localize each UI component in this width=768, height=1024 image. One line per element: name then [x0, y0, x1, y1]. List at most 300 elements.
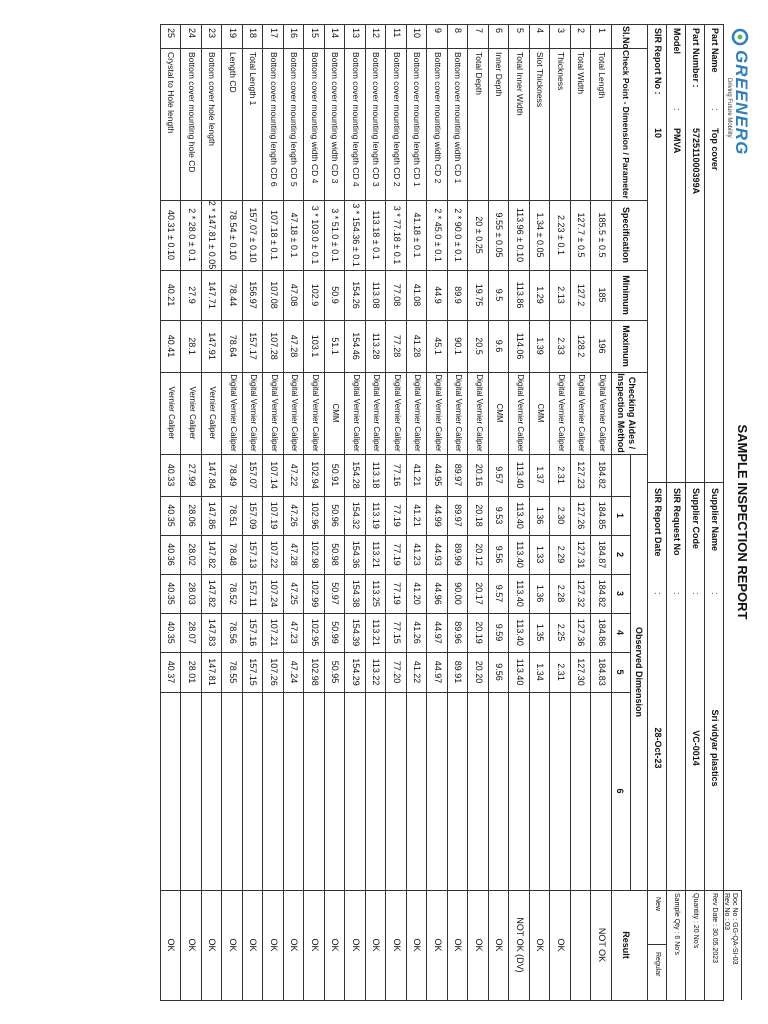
row-observed-1: 127.23	[576, 461, 587, 489]
row-observed-2: 1.36	[535, 506, 546, 525]
header-colon: :	[653, 592, 663, 595]
row-number: 7	[474, 28, 484, 34]
row-maximum: 20.5	[474, 337, 484, 355]
row-observed-4: 147.82	[207, 579, 218, 608]
row-observed-6: 157.15	[248, 658, 259, 686]
col-header-result: Result	[621, 931, 631, 959]
row-minimum: 19.75	[474, 283, 484, 307]
row-parameter: Bottom cover mounting length CD 4	[351, 52, 361, 187]
row-observed-1: 2.31	[556, 466, 566, 484]
row-number: 9	[433, 28, 443, 34]
new-label: New	[654, 897, 661, 912]
header-value-model: PMVA	[672, 128, 682, 154]
row-observed-4: 77.19	[392, 582, 402, 605]
row-observed-4: 50.97	[330, 582, 341, 605]
header-label-part_number: Part Number :	[691, 28, 701, 88]
col-header-specification: Specification	[621, 206, 631, 263]
row-specification: 20 ± 0.25	[474, 216, 484, 254]
regular-label: Regular	[654, 952, 661, 977]
row-minimum: 102.9	[310, 283, 320, 307]
row-specification: 113.96 ± 0.10	[515, 207, 525, 263]
row-observed-1: 47.22	[289, 463, 300, 487]
row-observed-5: 102.95	[310, 618, 320, 647]
row-observed-3: 107.22	[269, 540, 279, 569]
row-number: 25	[166, 28, 177, 39]
row-number: 15	[310, 28, 320, 39]
row-number: 1	[597, 28, 607, 34]
header-value-supplier-code: VC-0014	[691, 730, 701, 766]
row-parameter: Thickness	[556, 52, 566, 91]
row-number: 24	[187, 28, 197, 39]
header-divider	[648, 482, 724, 483]
row-method: Digital Vernier Caliper	[454, 374, 464, 452]
row-result: OK	[433, 938, 443, 952]
row-method: Digital Vernier Caliper	[393, 374, 402, 452]
row-observed-6: 20.20	[474, 660, 484, 684]
row-minimum: 78.44	[228, 283, 238, 307]
row-parameter: Total Length 1	[248, 52, 259, 106]
header-row-line	[647, 24, 648, 1000]
row-maximum: 28.1	[187, 337, 197, 355]
row-parameter: Total Width	[576, 52, 587, 95]
row-result: NOT OK (DV)	[515, 917, 525, 973]
row-observed-4: 41.20	[412, 582, 423, 605]
row-minimum: 89.9	[453, 286, 464, 304]
quantity-text: Quantity : 20 No's	[692, 893, 699, 949]
row-observed-1: 107.14	[269, 461, 279, 489]
row-maximum: 114.06	[515, 332, 525, 360]
row-minimum: 1.29	[535, 286, 546, 304]
col-header-maximum: Maximum	[621, 325, 631, 367]
row-observed-1: 40.33	[166, 463, 177, 487]
report-title: SAMPLE INSPECTION REPORT	[735, 424, 750, 620]
header-colon: :	[710, 108, 720, 111]
row-observed-5: 77.15	[392, 621, 402, 644]
col-header-method-2: Inspection Method	[616, 373, 626, 453]
row-minimum: 154.26	[351, 281, 361, 309]
row-observed-4: 184.82	[597, 579, 607, 608]
col-header-obs-5: 5	[615, 669, 625, 675]
row-observed-6: 28.01	[187, 660, 197, 684]
col-header-method-1: Checking Aides /	[627, 376, 637, 450]
row-observed-4: 113.40	[515, 580, 525, 607]
row-observed-1: 154.28	[351, 461, 361, 489]
row-maximum: 41.28	[412, 334, 423, 358]
row-number: 6	[494, 28, 505, 34]
row-maximum: 90.1	[453, 337, 464, 355]
row-parameter: Inner Depth	[494, 52, 505, 97]
row-method: Digital Vernier Caliper	[434, 374, 443, 452]
row-observed-6: 41.22	[412, 660, 423, 684]
row-observed-3: 40.36	[166, 543, 177, 566]
row-number: 11	[392, 28, 402, 38]
row-parameter: Bottom cover mounting width CD 4	[310, 52, 320, 184]
row-observed-3: 154.36	[351, 540, 361, 569]
new-regular-divider	[648, 944, 667, 945]
row-observed-1: 102.94	[310, 461, 320, 489]
row-observed-2: 77.19	[392, 504, 402, 527]
row-method: Digital Vernier Caliper	[229, 374, 238, 452]
row-number: 14	[330, 28, 341, 39]
row-observed-5: 89.96	[453, 621, 464, 644]
row-observed-5: 184.86	[597, 618, 607, 647]
doc-no-text: Doc No : GG-QA-SI-03	[731, 893, 738, 965]
row-observed-5: 44.97	[433, 621, 443, 644]
row-observed-4: 1.36	[535, 584, 546, 603]
row-result: OK	[453, 938, 464, 952]
row-minimum: 40.21	[166, 283, 177, 307]
row-specification: 40.31 ± 0.10	[166, 210, 177, 260]
row-observed-3: 41.23	[412, 543, 423, 566]
row-parameter: Bottom cover mounting length CD 1	[412, 52, 423, 187]
logo-text: GREENERG	[732, 50, 751, 156]
row-result: OK	[371, 938, 382, 952]
row-maximum: 77.28	[392, 334, 402, 358]
row-observed-4: 47.25	[289, 582, 300, 605]
row-method: Digital Vernier Caliper	[413, 374, 423, 452]
row-specification: 3 * 154.36 ± 0.1	[351, 203, 361, 267]
row-observed-5: 9.59	[494, 623, 505, 642]
row-result: NOT OK	[597, 927, 607, 963]
header-value-sir-report: 10	[653, 128, 663, 139]
row-specification: 3 * 103.0 ± 0.1	[310, 205, 320, 265]
row-result: OK	[351, 938, 361, 952]
row-number: 23	[207, 28, 218, 39]
row-observed-4: 90.00	[453, 582, 464, 605]
row-method: Digital Vernier Caliper	[372, 374, 382, 452]
row-minimum: 50.9	[330, 286, 341, 304]
row-observed-2: 9.53	[494, 506, 505, 525]
row-observed-3: 9.56	[494, 545, 505, 564]
row-observed-2: 50.96	[330, 504, 341, 527]
row-observed-1: 20.16	[474, 463, 484, 487]
row-observed-3: 147.82	[207, 540, 218, 569]
row-specification: 185.5 ± 0.5	[597, 212, 607, 258]
row-parameter: Bottom cover mounting length CD 6	[269, 52, 279, 187]
row-observed-6: 1.34	[535, 663, 546, 681]
row-observed-6: 113.22	[371, 658, 382, 686]
row-parameter: Bottom cover mounting width CD 2	[433, 52, 443, 184]
row-number: 4	[535, 28, 546, 34]
col-header-obs-4: 4	[615, 629, 625, 635]
row-number: 8	[453, 28, 464, 34]
row-observed-1: 157.07	[248, 461, 259, 489]
row-observed-5: 50.99	[330, 621, 341, 644]
row-observed-2: 157.09	[248, 501, 259, 530]
row-specification: 78.54 ± 0.10	[228, 210, 238, 260]
header-label-sir-report-date: SIR Report Date	[653, 488, 663, 557]
row-observed-1: 147.84	[207, 461, 218, 489]
row-maximum: 107.28	[269, 332, 279, 360]
row-observed-6: 147.81	[207, 658, 218, 686]
row-observed-4: 28.03	[187, 582, 197, 605]
row-observed-4: 44.96	[433, 582, 443, 605]
row-parameter: Slot Thickness	[535, 52, 546, 108]
col-header-slno: Sl.No	[621, 26, 631, 50]
row-method: Digital Vernier Caliper	[557, 374, 566, 452]
row-method: CMM	[536, 403, 546, 423]
row-maximum: 40.41	[166, 334, 177, 358]
header-label-part_name: Part Name	[710, 28, 720, 73]
row-result: OK	[207, 938, 218, 952]
header-label-sir-request: SIR Request No	[672, 488, 682, 556]
row-observed-3: 50.98	[330, 543, 341, 566]
row-method: Vernier Caliper	[208, 386, 218, 440]
col-header-obs-1: 1	[615, 512, 625, 518]
row-observed-1: 1.37	[535, 466, 546, 484]
row-observed-4: 157.11	[248, 580, 259, 607]
rev-no-text: Rev No : 03	[723, 893, 730, 930]
row-minimum: 27.9	[187, 286, 197, 304]
row-observed-4: 127.32	[576, 579, 587, 608]
row-method: Vernier Caliper	[188, 386, 197, 440]
row-observed-1: 27.99	[187, 463, 197, 487]
row-observed-4: 154.38	[351, 579, 361, 608]
row-observed-4: 40.35	[166, 582, 177, 605]
row-observed-6: 9.56	[494, 663, 505, 681]
row-number: 10	[412, 28, 423, 39]
row-method: CMM	[331, 403, 341, 423]
row-observed-6: 127.30	[576, 658, 587, 686]
obs-sub-line	[630, 454, 631, 890]
row-maximum: 47.28	[289, 334, 300, 358]
row-maximum: 1.39	[535, 337, 546, 355]
row-observed-5: 147.83	[207, 618, 218, 647]
row-method: Digital Vernier Caliper	[290, 374, 300, 452]
row-maximum: 196	[597, 338, 607, 354]
row-observed-3: 44.93	[433, 543, 443, 566]
col-header-obs-6: 6	[615, 788, 625, 794]
header-value-sir-report-date: 28-Oct-23	[653, 727, 663, 769]
row-observed-6: 78.55	[228, 660, 238, 684]
row-method: Digital Vernier Caliper	[352, 374, 361, 452]
row-observed-2: 184.85	[597, 501, 607, 530]
row-parameter: Total Inner Width	[515, 52, 525, 116]
row-observed-2: 113.19	[371, 502, 382, 529]
row-parameter: Bottom cover mounting length CD 2	[392, 52, 402, 187]
row-observed-5: 41.26	[412, 621, 423, 644]
row-observed-6: 154.29	[351, 658, 361, 686]
row-result: OK	[228, 938, 238, 952]
row-observed-6: 77.20	[392, 660, 402, 684]
header-row-line	[666, 24, 667, 1000]
row-minimum: 77.08	[392, 283, 402, 307]
header-row-line	[685, 24, 686, 1000]
row-maximum: 147.91	[207, 332, 218, 360]
row-specification: 113.18 ± 0.1	[371, 210, 382, 260]
row-observed-6: 89.91	[453, 660, 464, 684]
row-result: OK	[474, 938, 484, 952]
row-observed-4: 113.25	[371, 580, 382, 607]
col-header-minimum: Minimum	[621, 275, 631, 315]
header-colon: :	[691, 592, 701, 595]
header-row-line	[723, 24, 724, 1000]
row-method: Digital Vernier Caliper	[475, 374, 484, 452]
logo-tagline: Driving Future Mobility	[726, 78, 732, 138]
row-maximum: 157.17	[248, 332, 259, 360]
row-specification: 2 * 28.0 ± 0.1	[187, 208, 197, 262]
row-result: OK	[556, 938, 566, 952]
row-number: 3	[556, 28, 566, 34]
row-observed-2: 102.96	[310, 501, 320, 530]
row-observed-5: 40.35	[166, 621, 177, 644]
row-number: 5	[515, 28, 525, 34]
row-parameter: Total Depth	[474, 52, 484, 95]
row-observed-2: 89.97	[453, 504, 464, 527]
row-specification: 47.18 ± 0.1	[289, 212, 300, 258]
header-value-part-name: Top cover	[710, 128, 720, 171]
sample-qty-text: Sample Qty : 6 No's	[673, 893, 680, 956]
row-method: Digital Vernier Caliper	[577, 374, 587, 452]
row-observed-2: 44.99	[433, 504, 443, 527]
row-specification: 9.55 ± 0.05	[494, 212, 505, 258]
row-observed-3: 1.33	[535, 545, 546, 564]
row-observed-4: 102.99	[310, 579, 320, 608]
row-observed-5: 154.39	[351, 618, 361, 647]
row-result: OK	[494, 938, 505, 952]
row-observed-2: 20.18	[474, 504, 484, 527]
row-observed-5: 20.19	[474, 621, 484, 644]
row-observed-5: 113.40	[515, 619, 525, 646]
row-observed-1: 50.91	[330, 463, 341, 487]
row-observed-3: 127.31	[576, 540, 587, 569]
row-minimum: 147.71	[207, 281, 218, 309]
row-method: Digital Vernier Caliper	[270, 374, 279, 452]
row-number: 19	[228, 28, 238, 39]
row-observed-6: 40.37	[166, 660, 177, 684]
row-method: Digital Vernier Caliper	[598, 374, 607, 452]
row-specification: 2.23 ± 0.1	[556, 215, 566, 255]
row-method: Digital Vernier Caliper	[516, 374, 525, 452]
row-specification: 2 * 147.81 ± 0.05	[207, 200, 218, 270]
row-specification: 2 * 90.0 ± 0.1	[453, 208, 464, 262]
row-observed-4: 2.28	[556, 584, 566, 603]
row-result: OK	[412, 938, 423, 952]
row-observed-1: 41.21	[412, 463, 423, 487]
row-observed-4: 9.57	[494, 584, 505, 603]
row-observed-1: 77.16	[392, 463, 402, 487]
row-observed-2: 154.32	[351, 501, 361, 530]
row-observed-6: 184.83	[597, 658, 607, 686]
company-logo	[724, 28, 754, 178]
row-observed-3: 2.29	[556, 545, 566, 564]
col-header-obs-3: 3	[615, 590, 625, 596]
row-minimum: 107.08	[269, 281, 279, 309]
row-parameter: Length CD	[228, 52, 238, 93]
col-header-parameter: Check Point - Dimension / Parameter	[621, 50, 631, 199]
header-value-supplier-name: Sri vidyar plastics	[710, 709, 720, 787]
header-label-sir_report: SIR Report No :	[653, 28, 663, 95]
row-observed-3: 47.28	[289, 543, 300, 566]
row-parameter: Total Length	[597, 52, 607, 99]
row-minimum: 113.86	[515, 281, 525, 309]
row-number: 16	[289, 28, 300, 39]
row-observed-3: 28.02	[187, 543, 197, 566]
header-value-part-number: 572511000399A	[691, 128, 701, 195]
row-maximum: 113.28	[371, 332, 382, 360]
row-observed-5: 47.23	[289, 621, 300, 644]
row-observed-6: 113.40	[515, 658, 525, 686]
row-observed-2: 40.35	[166, 504, 177, 527]
row-maximum: 128.2	[576, 334, 587, 358]
row-observed-2: 147.86	[207, 501, 218, 530]
row-observed-1: 78.49	[228, 463, 238, 487]
row-observed-3: 102.98	[310, 540, 320, 569]
header-colon: :	[672, 108, 682, 111]
row-parameter: Crystal to Hole length	[166, 52, 177, 134]
row-observed-1: 113.18	[371, 461, 382, 489]
row-observed-5: 127.36	[576, 618, 587, 647]
row-specification: 2 * 45.0 ± 0.1	[433, 208, 443, 262]
row-observed-6: 47.24	[289, 660, 300, 684]
row-observed-5: 78.56	[228, 621, 238, 644]
row-observed-3: 113.21	[371, 541, 382, 568]
row-method: Digital Vernier Caliper	[311, 374, 320, 452]
row-maximum: 154.46	[351, 332, 361, 360]
row-result: OK	[310, 938, 320, 952]
row-minimum: 185	[597, 287, 607, 303]
header-colon: :	[672, 592, 682, 595]
row-observed-6: 107.26	[269, 658, 279, 686]
doc-divider	[648, 890, 742, 891]
header-row-line	[704, 24, 705, 1000]
row-specification: 3 * 51.0 ± 0.1	[330, 208, 341, 262]
row-parameter: Bottom cover mounting hole CD	[187, 52, 197, 173]
row-observed-3: 157.13	[248, 540, 259, 569]
row-result: OK	[166, 938, 177, 952]
row-observed-6: 102.98	[310, 658, 320, 686]
row-observed-2: 107.19	[269, 501, 279, 530]
row-observed-2: 127.26	[576, 501, 587, 530]
row-minimum: 2.13	[556, 286, 566, 304]
row-specification: 107.18 ± 0.1	[269, 210, 279, 260]
row-observed-1: 9.57	[494, 466, 505, 484]
row-specification: 127.7 ± 0.5	[576, 212, 587, 258]
row-observed-4: 78.52	[228, 582, 238, 605]
row-maximum: 9.6	[494, 339, 505, 353]
row-number: 2	[576, 28, 587, 34]
row-number: 13	[351, 28, 361, 39]
row-observed-5: 2.25	[556, 623, 566, 642]
row-observed-1: 89.97	[453, 463, 464, 487]
row-minimum: 127.2	[576, 283, 587, 307]
header-label-supplier-code: Supplier Code	[691, 488, 701, 550]
row-observed-2: 113.40	[515, 502, 525, 529]
row-result: OK	[248, 938, 259, 952]
row-observed-5: 28.07	[187, 621, 197, 644]
row-observed-2: 78.51	[228, 504, 238, 527]
row-observed-3: 77.19	[392, 543, 402, 566]
header-colon: :	[710, 592, 720, 595]
row-observed-3: 113.40	[515, 541, 525, 568]
rev-date-text: Rev Date : 30.05.2023	[711, 893, 718, 964]
row-observed-5: 1.35	[535, 623, 546, 642]
doc-top-line	[741, 890, 742, 1000]
row-result: OK	[187, 938, 197, 952]
row-observed-4: 20.17	[474, 582, 484, 605]
row-minimum: 47.08	[289, 283, 300, 307]
row-specification: 3 * 77.18 ± 0.1	[392, 205, 402, 265]
row-maximum: 45.1	[433, 337, 443, 355]
header-label-supplier-name: Supplier Name	[710, 488, 720, 552]
row-minimum: 113.08	[371, 281, 382, 309]
row-result: OK	[289, 938, 300, 952]
row-result: OK	[535, 938, 546, 952]
row-maximum: 2.33	[556, 337, 566, 355]
logo-ring-icon	[731, 28, 749, 46]
row-minimum: 9.5	[494, 288, 505, 302]
row-parameter: Bottom cover hole length	[207, 52, 218, 147]
